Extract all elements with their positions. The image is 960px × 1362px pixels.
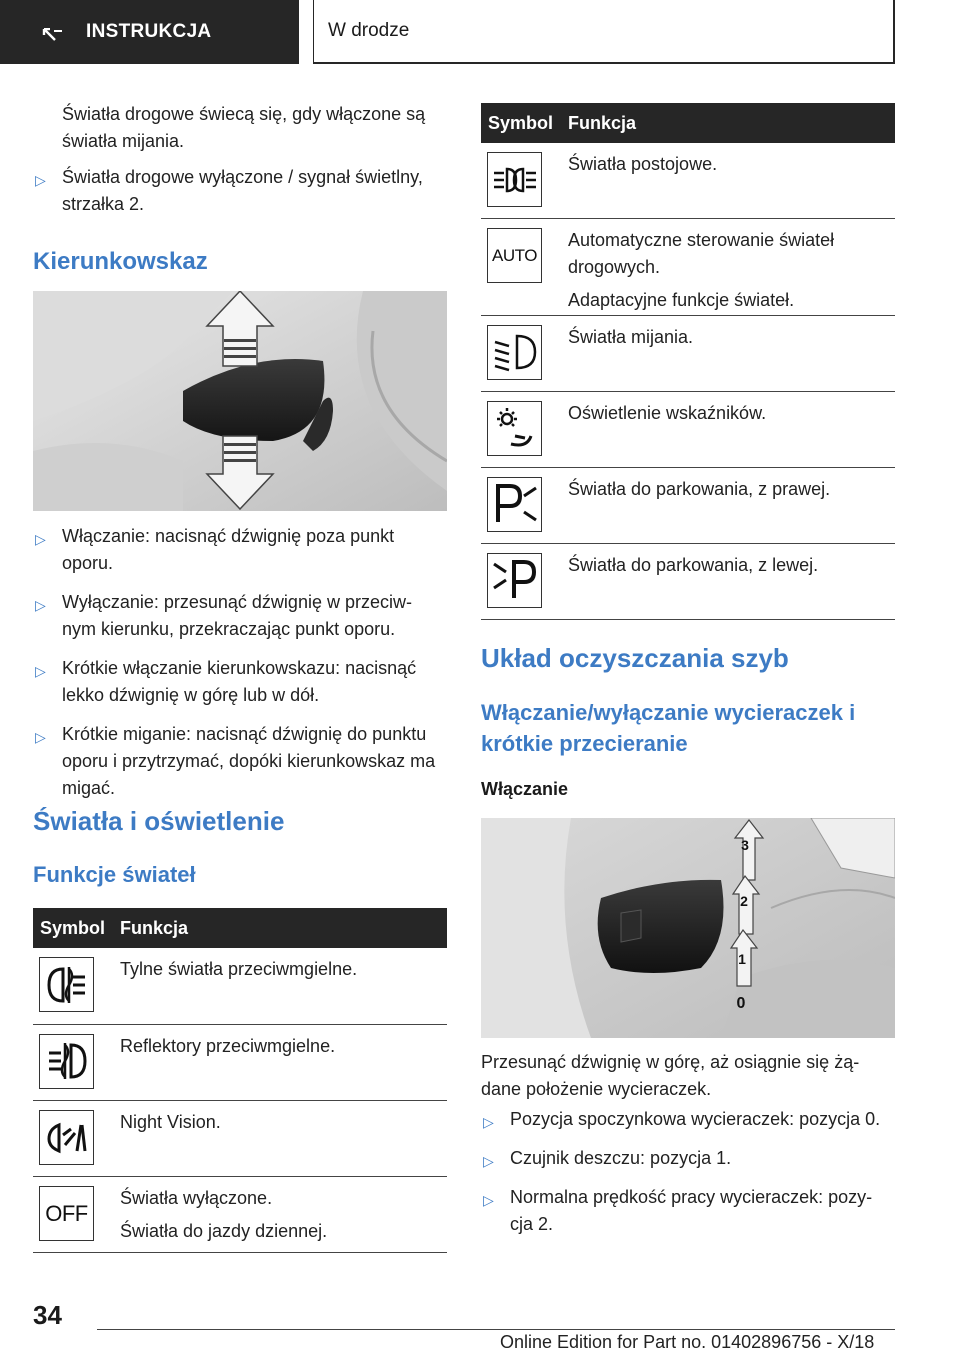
position-label-2: 2 bbox=[740, 893, 748, 909]
position-label-1: 1 bbox=[738, 951, 746, 967]
list-item: ▷ Czujnik deszczu: pozycja 1. bbox=[481, 1145, 895, 1172]
column-header-function: Funkcja bbox=[120, 908, 447, 948]
rear-fog-light-icon bbox=[39, 957, 94, 1012]
parking-left-icon bbox=[487, 553, 542, 608]
wiper-lever-illustration bbox=[481, 818, 895, 1038]
list-item: ▷ Wyłączanie: przesunąć dźwignię w przeciw- nym kierunku, przekraczając punkt oporu. bbox=[35, 592, 412, 639]
wiper-onoff-heading: Włączanie/wyłączanie wycieraczek i krótkie przecieranie bbox=[481, 700, 856, 756]
table-row: AUTO Automatyczne sterowanie świateł drogowych. Adaptacyjne funkcje świateł. bbox=[481, 218, 895, 315]
column-header-symbol: Symbol bbox=[481, 103, 568, 143]
list-item: ▷ Normalna prędkość pracy wycieraczek: pozy- cja 2. bbox=[483, 1187, 873, 1234]
footer-divider bbox=[97, 1329, 895, 1330]
table-row: Światła mijania. bbox=[481, 315, 895, 391]
off-label: OFF bbox=[39, 1186, 94, 1241]
triangle-bullet-icon: ▷ bbox=[35, 663, 46, 679]
section-title: W drodze bbox=[313, 0, 895, 64]
triangle-bullet-icon: ▷ bbox=[483, 1192, 494, 1208]
triangle-bullet-icon: ▷ bbox=[35, 531, 46, 547]
manual-tab[interactable] bbox=[0, 0, 299, 64]
night-vision-icon bbox=[39, 1110, 94, 1165]
table-row: Oświetlenie wskaźników. bbox=[481, 391, 895, 467]
washer-system-heading: Układ oczyszczania szyb bbox=[481, 643, 789, 673]
triangle-bullet-icon: ▷ bbox=[35, 172, 46, 188]
manual-tab-label: INSTRUKCJA bbox=[86, 21, 212, 42]
turn-signal-photo bbox=[33, 291, 447, 511]
front-fog-light-icon bbox=[39, 1034, 94, 1089]
low-beam-icon bbox=[487, 325, 542, 380]
triangle-bullet-icon: ▷ bbox=[483, 1114, 494, 1130]
table-row: Reflektory przeciwmgielne. bbox=[33, 1024, 447, 1100]
functions-heading: Funkcje świateł bbox=[33, 862, 196, 887]
instrument-lighting-icon bbox=[487, 401, 542, 456]
table-row: Night Vision. bbox=[33, 1100, 447, 1176]
parking-light-icon bbox=[487, 152, 542, 207]
light-functions-table bbox=[33, 908, 447, 1253]
page-number: 34 bbox=[33, 1300, 62, 1330]
triangle-bullet-icon: ▷ bbox=[35, 729, 46, 745]
list-item: ▷ Włączanie: nacisnąć dźwignię poza punkt oporu. bbox=[35, 526, 395, 573]
column-header-function: Funkcja bbox=[568, 103, 895, 143]
turn-signal-illustration bbox=[33, 291, 447, 511]
list-item: ▷ Krótkie włączanie kierunkowskazu: nacisnąć lekko dźwignię w górę lub w dół. bbox=[35, 658, 417, 705]
bmw-arrow-icon bbox=[42, 28, 64, 42]
list-item: ▷ Krótkie miganie: nacisnąć dźwignię do punktu oporu i przytrzymać, dopóki kierunkowskaz ma migać. bbox=[35, 724, 436, 798]
intro-text: Światła drogowe świecą się, gdy włączone są światła mijania. bbox=[62, 104, 426, 151]
switch-on-heading: Włączanie bbox=[481, 779, 569, 799]
auto-label: AUTO bbox=[487, 228, 542, 283]
list-item: ▷ Światła drogowe wyłączone / sygnał świetlny, strzałka 2. bbox=[35, 167, 423, 214]
table-row: OFF Światła wyłączone. Światła do jazdy dziennej. bbox=[33, 1176, 447, 1252]
position-label-0: 0 bbox=[736, 995, 746, 1012]
wiper-lever-photo bbox=[481, 818, 895, 1038]
table-row: Światła do parkowania, z lewej. bbox=[481, 543, 895, 619]
triangle-bullet-icon: ▷ bbox=[483, 1153, 494, 1169]
list-item: ▷ Pozycja spoczynkowa wycieraczek: pozycja 0. bbox=[481, 1106, 895, 1133]
table-header-row bbox=[33, 908, 447, 948]
lights-heading: Światła i oświetlenie bbox=[33, 806, 285, 836]
edition-text: Online Edition for Part no. 01402896756 - X/18 bbox=[500, 1332, 875, 1352]
triangle-bullet-icon: ▷ bbox=[35, 597, 46, 613]
parking-right-icon bbox=[487, 477, 542, 532]
table-row: Światła postojowe. bbox=[481, 143, 895, 218]
table-row: Tylne światła przeciwmgielne. bbox=[33, 948, 447, 1024]
table-row: Światła do parkowania, z prawej. bbox=[481, 467, 895, 543]
column-header-symbol: Symbol bbox=[33, 908, 120, 948]
position-label-3: 3 bbox=[741, 837, 749, 853]
wiper-instruction-text: Przesunąć dźwignię w górę, aż osiągnie się żą- dane położenie wycieraczek. bbox=[481, 1052, 860, 1099]
light-functions-table-continued bbox=[481, 103, 895, 620]
table-header-row bbox=[481, 103, 895, 143]
turn-signal-heading: Kierunkowskaz bbox=[33, 248, 208, 275]
